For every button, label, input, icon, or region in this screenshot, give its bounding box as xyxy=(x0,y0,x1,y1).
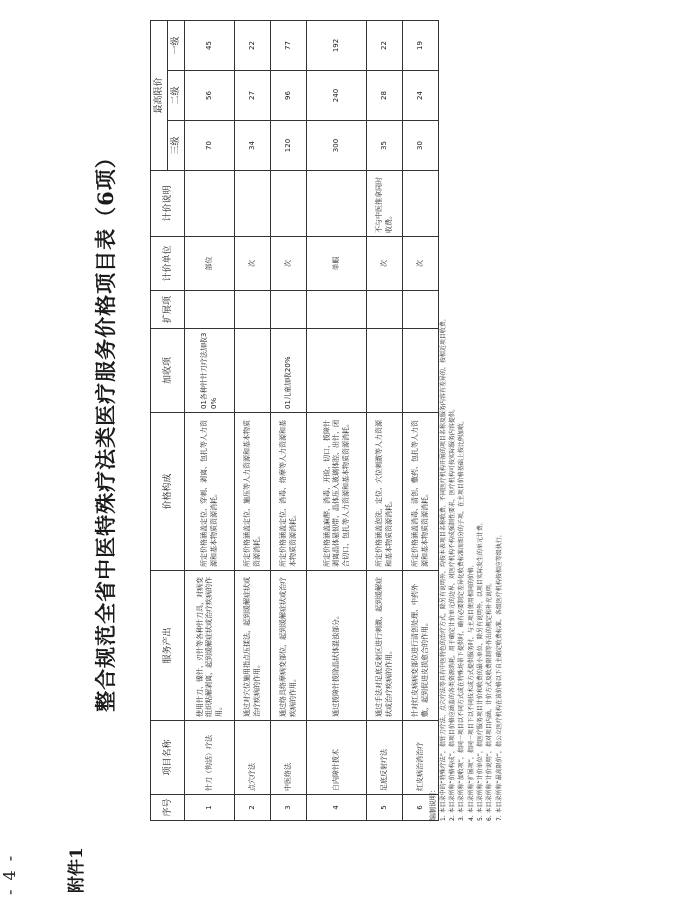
note-line: 4. 本目录所称“扩展项”，指同一项目下以不同技术或方式提供服务时，与主项目使用相同的价格。 xyxy=(467,561,475,821)
table-row xyxy=(307,20,367,820)
header-level3: 三级 xyxy=(168,121,185,171)
cell-composition: 所定价格涵盖定位、穿刺、剥离、包扎等人力资源和基本物质资源消耗。 xyxy=(185,413,235,571)
cell-seq: 1 xyxy=(185,795,235,821)
cell-level1: 22 xyxy=(367,20,403,70)
cell-composition: 所定价格涵盖泡洗、定位、穴位刺激等人力资源和基本物质资源消耗。 xyxy=(367,413,403,571)
header-unit: 计价单位 xyxy=(151,237,185,291)
note-line: 编制说明： xyxy=(429,786,437,821)
cell-level2: 27 xyxy=(235,71,271,121)
cell-extra xyxy=(307,329,367,413)
cell-extra: 01儿童加收20% xyxy=(271,329,307,413)
page-title: 整合规范全省中医特殊疗法类医疗服务价格项目表（6项） xyxy=(93,146,118,712)
cell-level2: 240 xyxy=(307,71,367,121)
cell-level3: 34 xyxy=(235,121,271,171)
cell-note: 不与中医推拿同时收费。 xyxy=(367,171,403,237)
table-row xyxy=(271,20,307,820)
header-level2: 二级 xyxy=(168,71,185,121)
cell-content: 通过对穴位施用指点压揉法，起到缓解症状或治疗疾病的作用。 xyxy=(235,571,271,721)
note-line: 3. 本目录所称“加收项”，指同一项目以不同方式或在特殊场景下提供时，确有必要制定差异化收费标准而细分的子项，在主项目价格基础上按比例加收。 xyxy=(458,417,466,821)
cell-extra: 01各种针针刀疗法加收30% xyxy=(185,329,235,413)
cell-note xyxy=(271,171,307,237)
cell-level2: 56 xyxy=(185,71,235,121)
cell-unit: 部位 xyxy=(185,237,235,291)
cell-content: 通过络具络摩病变部位，起到缓解症状或治疗疾病的作用。 xyxy=(271,571,307,721)
header-name: 项目名称 xyxy=(151,721,185,795)
cell-ext xyxy=(185,291,235,329)
cell-composition: 所定价格涵盖消毒、清创、敷药、包扎等人力资源和基本物质资源消耗。 xyxy=(403,413,439,571)
table-row xyxy=(367,20,403,820)
note-line: 1. 本目录中的“特殊疗法”，指针刀疗法、点穴疗法等具有中医特色的治疗方式，除另有说明外，均按本表项目名称收费。不同医疗机构开展的项目名称及服务内容有差异的，按相近项目收费。 xyxy=(439,315,447,821)
header-extra: 加收项 xyxy=(151,329,185,413)
cell-ext xyxy=(367,291,403,329)
cell-ext xyxy=(307,291,367,329)
cell-unit: 次 xyxy=(367,237,403,291)
cell-level3: 35 xyxy=(367,121,403,171)
cell-name: 针刀（钩活）疗法 xyxy=(185,721,235,795)
note-line: 5. 本目录所称“计价单位”，指医疗服务项目计价和收费的最小单位，除另有说明外，以项目实际发生的单元计费。 xyxy=(477,519,485,821)
table-row xyxy=(185,20,235,820)
cell-extra xyxy=(367,329,403,413)
cell-content: 针对红皮病病变部位进行清创处理、中药外敷，起到促进皮损愈合的作用。 xyxy=(403,571,439,721)
cell-content: 通过手法对足底反射区进行刺激，起到缓解症状或治疗疾病的作用。 xyxy=(367,571,403,721)
cell-composition: 所定价格涵盖定位、施压等人力资源和基本物质资源消耗。 xyxy=(235,413,271,571)
cell-seq: 3 xyxy=(271,795,307,821)
cell-level3: 120 xyxy=(271,121,307,171)
attachment-label: 附件1 xyxy=(67,847,87,893)
cell-note xyxy=(307,171,367,237)
cell-name: 中医络法 xyxy=(271,721,307,795)
cell-extra xyxy=(235,329,271,413)
cell-seq: 5 xyxy=(367,795,403,821)
cell-level3: 300 xyxy=(307,121,367,171)
cell-name: 红皮病治消治疗 xyxy=(403,721,439,795)
cell-seq: 4 xyxy=(307,795,367,821)
cell-unit: 单眼 xyxy=(307,237,367,291)
cell-level2: 24 xyxy=(403,71,439,121)
header-note: 计价说明 xyxy=(151,171,185,237)
notes-section xyxy=(428,21,504,821)
header-composition: 价格构成 xyxy=(151,413,185,571)
cell-unit: 次 xyxy=(271,237,307,291)
header-max-price: 最高限价 xyxy=(151,20,168,170)
cell-ext xyxy=(271,291,307,329)
cell-unit: 次 xyxy=(403,237,439,291)
page-number: - 4 - xyxy=(0,853,19,895)
cell-name: 点穴疗法 xyxy=(235,721,271,795)
cell-level1: 77 xyxy=(271,20,307,70)
cell-note xyxy=(185,171,235,237)
cell-unit: 次 xyxy=(235,237,271,291)
cell-seq: 2 xyxy=(235,795,271,821)
cell-composition: 所定价格涵盖麻醉、消毒、开睑、切口、拨障针剥离晶体悬韧带、晶体压入玻璃体腔、出针、闭合切口、包扎等人力资源和基本物质资源消耗。 xyxy=(307,413,367,571)
cell-seq: 6 xyxy=(403,795,439,821)
cell-level2: 96 xyxy=(271,71,307,121)
cell-ext xyxy=(235,291,271,329)
price-table xyxy=(150,20,439,821)
cell-content: 通过拨障针拨除晶状体混浊部分。 xyxy=(307,571,367,721)
cell-name: 白内障针拨术 xyxy=(307,721,367,795)
cell-content: 使用针刀、镍针、刃针等各种针刀具，对病变组织粘解剥离，起到缓解症状或治疗疾病的作用。 xyxy=(185,571,235,721)
note-line: 6. 本目录所称“计价说明”，指对项目内涵、计价方式及收费限制等作出的规定和补充说明。 xyxy=(486,579,494,821)
header-ext: 扩展项 xyxy=(151,291,185,329)
cell-name: 足底反射疗法 xyxy=(367,721,403,795)
cell-note xyxy=(235,171,271,237)
cell-level1: 19 xyxy=(403,20,439,70)
note-line: 7. 本目录所称“最高限价”，指公立医疗机构在该价格以下自主确定收费标准，各级医疗机构按相应等级执行。 xyxy=(495,531,503,821)
cell-composition: 所定价格涵盖定位、消毒、络摩等人力资源和基本物质资源消耗。 xyxy=(271,413,307,571)
cell-level1: 22 xyxy=(235,20,271,70)
cell-level3: 70 xyxy=(185,121,235,171)
cell-level3: 30 xyxy=(403,121,439,171)
cell-level1: 45 xyxy=(185,20,235,70)
cell-level2: 28 xyxy=(367,71,403,121)
cell-level1: 192 xyxy=(307,20,367,70)
table-row xyxy=(235,20,271,820)
header-content: 服务产出 xyxy=(151,571,185,721)
note-line: 2. 本目录所称“价格构成”，指项目价格应涵盖的各类资源消耗，用于确定计价单元的边界，对医疗机构不构成强制性要求，医疗机构可按实际服务内容提供。 xyxy=(449,405,457,821)
header-seq: 序号 xyxy=(151,795,185,821)
header-level1: 一级 xyxy=(168,20,185,70)
